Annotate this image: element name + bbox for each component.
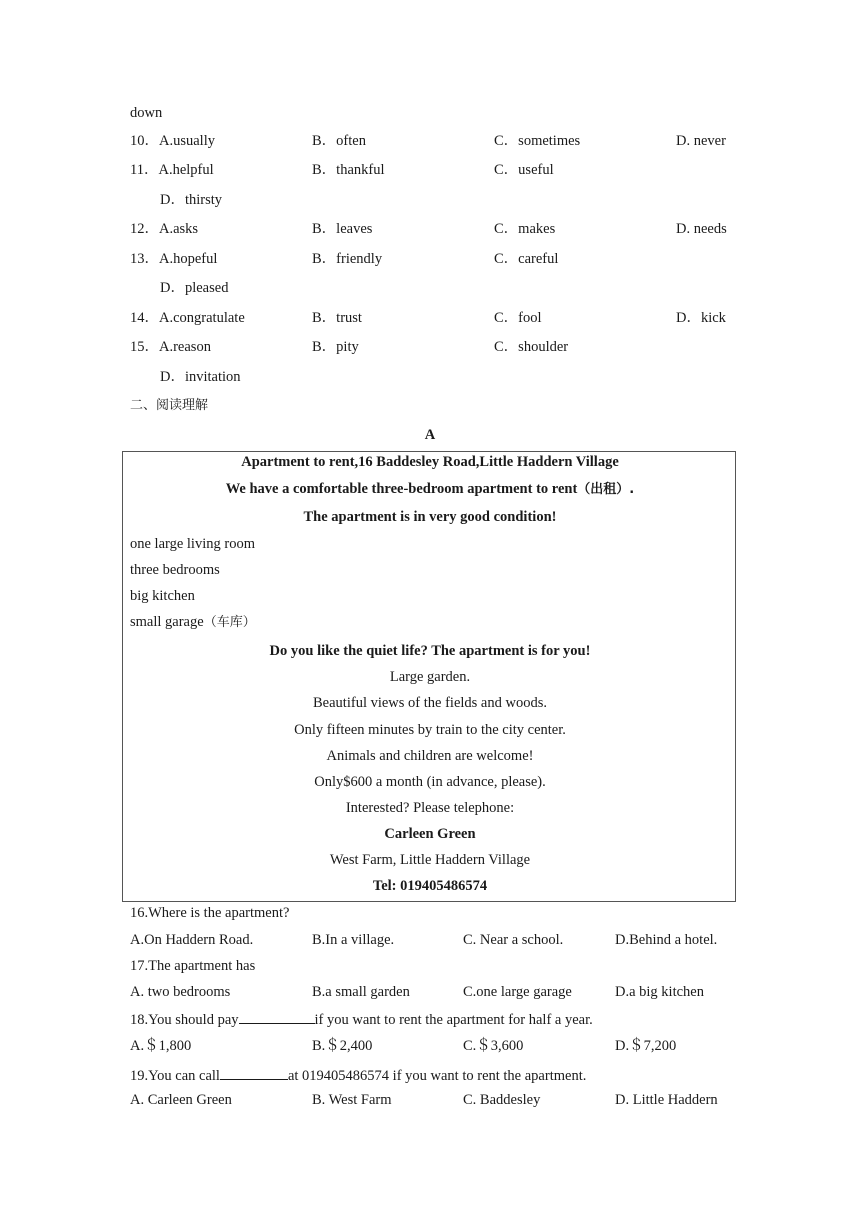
ad-condition: The apartment is in very good condition!: [303, 509, 557, 525]
option-a: 13．A.hopeful: [130, 251, 218, 267]
option-d-wrapped: D．thirsty: [160, 192, 223, 208]
option-b: B．trust: [312, 310, 362, 326]
option-d: D.Behind a hotel.: [615, 932, 718, 948]
ad-intro: We have a comfortable three-bedroom apartment to rent（出租）.: [225, 481, 635, 497]
feature-kitchen: big kitchen: [130, 588, 195, 604]
question-17-stem: 17.The apartment has: [130, 958, 256, 974]
option-a: A.On Haddern Road.: [130, 932, 254, 948]
question-16-options: [130, 931, 740, 949]
option-b: B．leaves: [312, 221, 373, 237]
option-c: C．careful: [494, 251, 559, 267]
option-a: 15．A.reason: [130, 339, 211, 355]
option-c: C．shoulder: [494, 339, 569, 355]
option-a: 10．A.usually: [130, 133, 215, 149]
option-a: A. two bedrooms: [130, 984, 231, 1000]
option-c: C．makes: [494, 221, 556, 237]
perk-price: Only$600 a month (in advance, please).: [314, 774, 546, 790]
feature-garage: small garage（车库）: [130, 614, 256, 630]
option-c: C. Near a school.: [463, 932, 564, 948]
option-c: C. Baddesley: [463, 1092, 541, 1108]
answer-blank[interactable]: [239, 1009, 315, 1024]
feature-bedrooms: three bedrooms: [130, 562, 220, 578]
option-a: A.＄1,800: [130, 1038, 192, 1054]
perk-telephone: Interested? Please telephone:: [345, 800, 515, 816]
contact-tel: Tel: 019405486574: [372, 878, 488, 894]
contact-address: West Farm, Little Haddern Village: [329, 852, 531, 868]
option-a: A. Carleen Green: [130, 1092, 232, 1108]
option-d-wrapped: D．pleased: [160, 280, 229, 296]
option-d: D. never: [676, 133, 726, 149]
option-a: 12．A.asks: [130, 221, 199, 237]
question-18-stem: 18.You should pay if you want to rent the apartment for half a year.: [130, 1009, 593, 1029]
cloze-question-14: [130, 309, 740, 327]
contact-name: Carleen Green: [384, 826, 476, 842]
perk-garden: Large garden.: [389, 669, 471, 685]
option-b: B.In a village.: [312, 932, 395, 948]
option-b: B. West Farm: [312, 1092, 392, 1108]
option-b: B.＄2,400: [312, 1038, 373, 1054]
option-d: D. needs: [676, 221, 727, 237]
question-17-options: [130, 983, 740, 1001]
section-title: 二、阅读理解: [130, 398, 209, 413]
option-a: 11．A.helpful: [130, 162, 214, 178]
option-a: 14．A.congratulate: [130, 310, 245, 326]
question-19-options: [130, 1091, 740, 1109]
option-c: C．fool: [494, 310, 542, 326]
question-16-stem: 16.Where is the apartment?: [130, 905, 290, 921]
option-b: B．pity: [312, 339, 359, 355]
option-d: D.a big kitchen: [615, 984, 704, 1000]
perk-animals: Animals and children are welcome!: [326, 748, 534, 764]
option-d-wrapped: D．invitation: [160, 369, 241, 385]
perk-train: Only fifteen minutes by train to the city center.: [294, 722, 566, 738]
question-19-stem: 19.You can call at 019405486574 if you want to rent the apartment.: [130, 1065, 586, 1085]
option-c: C.＄3,600: [463, 1038, 524, 1054]
option-c: C．sometimes: [494, 133, 581, 149]
option-b: B.a small garden: [312, 984, 410, 1000]
option-d: D．kick: [676, 310, 726, 326]
perk-views: Beautiful views of the fields and woods.: [313, 695, 547, 711]
cloze-question-12: [130, 220, 740, 238]
option-d: D. Little Haddern: [615, 1092, 718, 1108]
option-b: B．often: [312, 133, 366, 149]
option-c: C.one large garage: [463, 984, 572, 1000]
option-c: C．useful: [494, 162, 554, 178]
carryover-word: down: [130, 105, 163, 121]
cloze-question-11: [130, 161, 740, 179]
ad-title: Apartment to rent,16 Baddesley Road,Little Haddern Village: [241, 454, 619, 470]
ad-quiet-life: Do you like the quiet life? The apartment is for you!: [269, 643, 591, 659]
question-18-options: [130, 1037, 740, 1055]
cloze-question-10: [130, 132, 740, 150]
cloze-question-13: [130, 250, 740, 268]
cloze-question-15: [130, 338, 740, 356]
option-b: B．thankful: [312, 162, 385, 178]
feature-living-room: one large living room: [130, 536, 255, 552]
answer-blank[interactable]: [220, 1065, 288, 1080]
option-b: B．friendly: [312, 251, 383, 267]
passage-label: A: [424, 427, 436, 443]
option-d: D.＄7,200: [615, 1038, 677, 1054]
